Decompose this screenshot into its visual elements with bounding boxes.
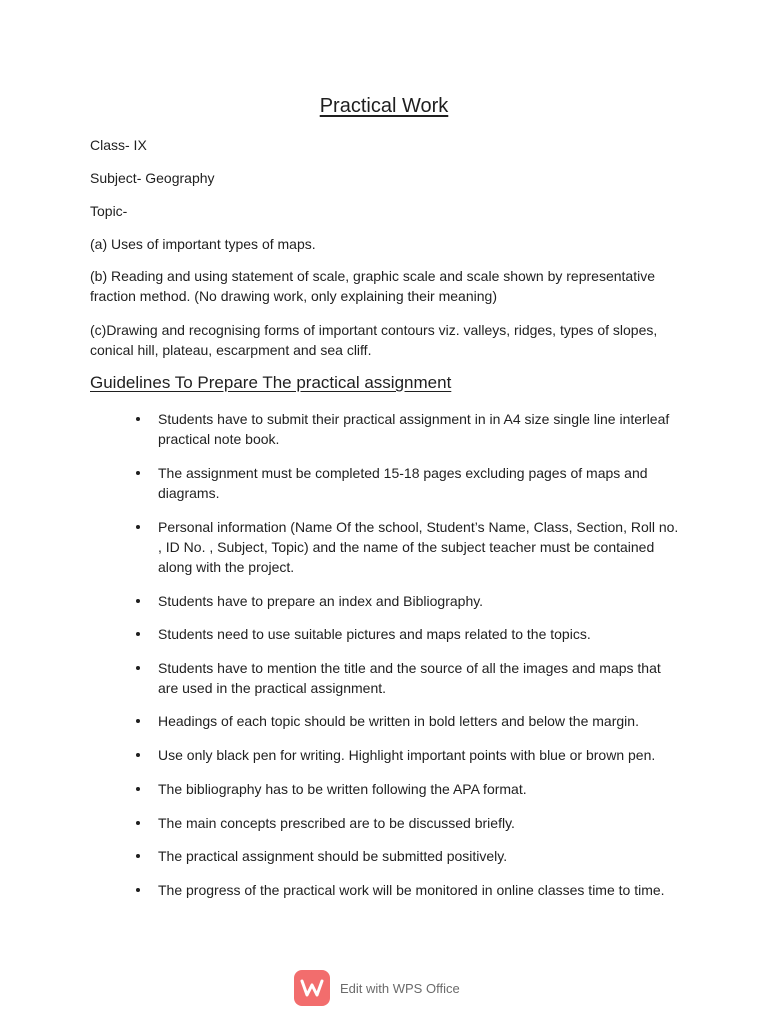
- list-item-text: The assignment must be completed 15-18 pages excluding pages of maps and diagrams.: [158, 465, 648, 501]
- bullet-icon: [136, 719, 140, 723]
- list-item-text: The main concepts prescribed are to be discussed briefly.: [158, 815, 515, 831]
- list-item-text: The practical assignment should be submitted positively.: [158, 848, 508, 864]
- list-item-text: Personal information (Name Of the school, Student’s Name, Class, Section, Roll no. , ID No. , Subject, Topic) and the name of the subject teacher must be contained along with the project.: [158, 519, 679, 575]
- list-item-text: The progress of the practical work will be monitored in online classes time to time.: [158, 882, 665, 898]
- topic-line: Topic-: [90, 203, 128, 219]
- guidelines-heading: [90, 372, 451, 394]
- list-item: [158, 624, 683, 644]
- bullet-icon: [136, 821, 140, 825]
- list-item: [158, 591, 683, 611]
- list-item: [158, 409, 683, 449]
- list-item: [158, 658, 683, 698]
- edit-with-wps-badge[interactable]: [294, 970, 460, 1006]
- wps-w-icon-glyph: [300, 978, 324, 998]
- list-item-text: Students need to use suitable pictures and maps related to the topics.: [158, 626, 591, 642]
- list-item-text: Use only black pen for writing. Highlight important points with blue or brown pen.: [158, 747, 656, 763]
- wps-badge-text: Edit with WPS Office: [340, 980, 460, 996]
- page-title-text: Practical Work: [319, 95, 449, 117]
- list-item-text: Headings of each topic should be written in bold letters and below the margin.: [158, 713, 639, 729]
- topic-c: (c)Drawing and recognising forms of important contours viz. valleys, ridges, types of slopes, conical hill, plateau, escarpment and sea cliff.: [90, 322, 658, 358]
- topic-b: (b) Reading and using statement of scale, graphic scale and scale shown by representative fraction method. (No drawing work, only explaining their meaning): [90, 268, 655, 304]
- list-item-text: Students have to mention the title and the source of all the images and maps that are used in the practical assignment.: [158, 660, 661, 696]
- bullet-icon: [136, 787, 140, 791]
- list-item: [158, 779, 683, 799]
- list-item-text: Students have to prepare an index and Bibliography.: [158, 593, 484, 609]
- subject-line: Subject- Geography: [90, 170, 215, 186]
- list-item: [158, 813, 683, 833]
- list-item-text: Students have to submit their practical assignment in in A4 size single line interleaf practical note book.: [158, 411, 670, 447]
- list-item: [158, 745, 683, 765]
- bullet-icon: [136, 417, 140, 421]
- page-title: [0, 94, 768, 118]
- list-item: [158, 517, 683, 577]
- topic-a: (a) Uses of important types of maps.: [90, 236, 316, 252]
- bullet-icon: [136, 599, 140, 603]
- bullet-icon: [136, 666, 140, 670]
- bullet-icon: [136, 854, 140, 858]
- class-line: Class- IX: [90, 137, 147, 153]
- bullet-icon: [136, 471, 140, 475]
- list-item: [158, 880, 683, 900]
- bullet-icon: [136, 753, 140, 757]
- list-item: [158, 463, 683, 503]
- guidelines-heading-text: Guidelines To Prepare The practical assignment: [90, 373, 452, 392]
- wps-w-icon: [294, 970, 330, 1006]
- list-item: [158, 846, 683, 866]
- bullet-icon: [136, 888, 140, 892]
- bullet-icon: [136, 632, 140, 636]
- list-item-text: The bibliography has to be written following the APA format.: [158, 781, 527, 797]
- list-item: [158, 711, 683, 731]
- bullet-icon: [136, 525, 140, 529]
